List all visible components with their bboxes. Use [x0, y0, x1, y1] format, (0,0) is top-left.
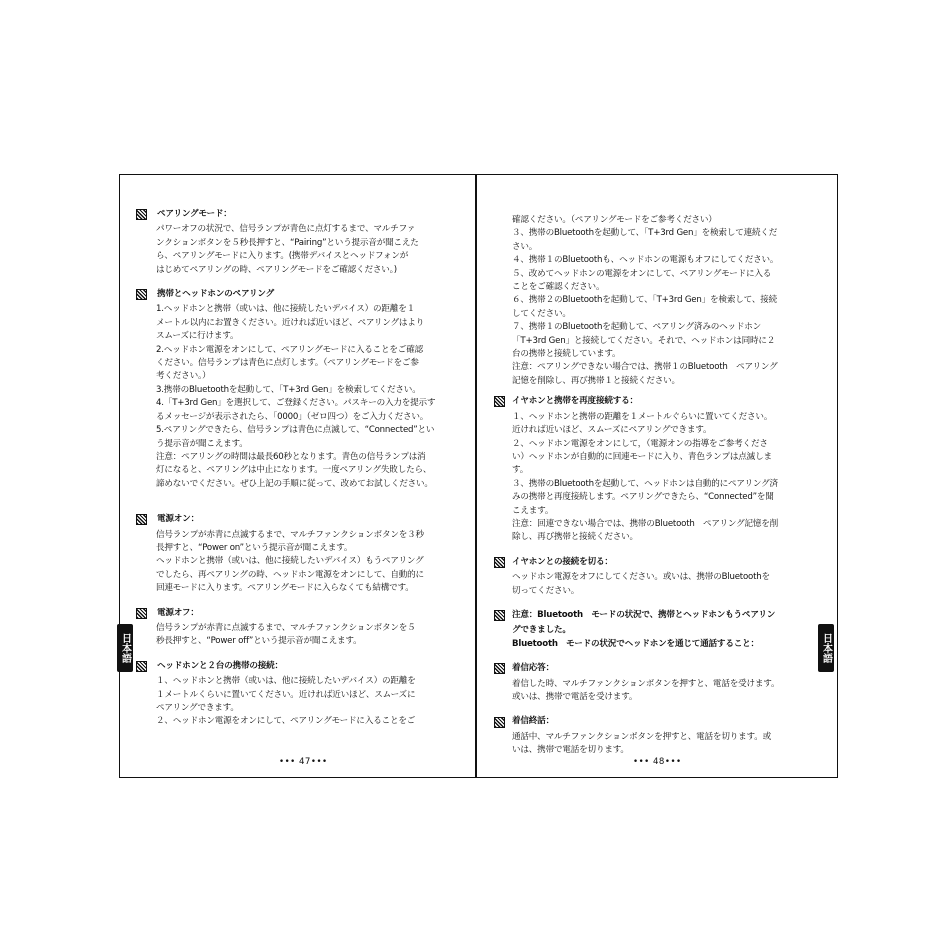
hatched-square-icon [136, 661, 147, 672]
text-line: ２、ヘッドホン電源をオンにして，（電源オンの指導をご参考くださ [512, 438, 768, 449]
text-line: 注意：ペアリングできない場合では、携帯１のBluetooth ペアリング [512, 362, 778, 373]
text-line: １、ヘッドホンと携帯の距離を１メートルぐらいに置いてください。 [512, 411, 773, 422]
section-heading [494, 556, 820, 569]
text-line: みの携帯と再度接続します。ペアリングできたら、“Connected”を聞 [512, 492, 774, 503]
text-line: １メートルくらいに置いてください。近ければ近いほど、スムーズに [156, 689, 416, 700]
text-line: 注意：ペアリングの時間は最長60秒となります。青色の信号ランプは消 [156, 451, 426, 462]
text-line: 考ください。） [156, 371, 211, 382]
text-line: ヘッドホンと携帯（或いは、他に接続したいデバイス）もうペアリング [156, 556, 424, 567]
section [136, 288, 466, 491]
right-page [494, 214, 820, 769]
language-tab-left: 日本語 [117, 624, 133, 672]
text-line: 4.「T+3rd Gen」を選択して、ご登録ください。パスキーの入力を提示す [156, 398, 436, 409]
section-body [494, 571, 820, 598]
text-line: う提示音が聞こえます。 [156, 438, 248, 449]
text-line: ３、携帯のBluetoothを起動して、ヘッドホンは自動的にペアリング済 [512, 478, 778, 489]
hatched-square-icon [494, 396, 505, 407]
section-body [136, 303, 466, 491]
text-line: 確認ください。（ペアリングモードをご参考ください） [512, 215, 717, 225]
text-line: 灯になると、ペアリングは中止になります。一度ペアリング失敗したら、 [156, 465, 432, 476]
section-body [136, 529, 466, 596]
hatched-square-icon [494, 717, 505, 728]
section-body [494, 411, 820, 545]
section [136, 607, 466, 649]
text-line: ５、改めてヘッドホンの電源をオンにして、ペアリングモードに入る [512, 268, 772, 279]
text-line: ことをご確認ください。 [512, 282, 605, 293]
text-line: 回連モードに入ります。ペアリングモードに入らなくても結構です。 [156, 583, 414, 594]
page-number-left: ••• 47••• [279, 757, 328, 767]
section [494, 395, 820, 544]
hatched-square-icon [494, 663, 505, 674]
text-line: ４、携帯１のBluetoothも、ヘッドホンの電源もオフにしてください。 [512, 255, 779, 266]
text-line: はじめてペアリングの時、ペアリングモードをご確認ください。) [156, 264, 397, 275]
hatched-square-icon [136, 209, 147, 220]
text-line: 記憶を削除し、再び携帯１と接続ください。 [512, 375, 680, 386]
text-line: 台の携帯と接続しています。 [512, 349, 621, 360]
text-line: 近ければ近いほど、スムーズにペアリングできます。 [512, 425, 712, 436]
section-heading [494, 662, 820, 675]
hatched-square-icon [136, 608, 147, 619]
section [136, 208, 466, 277]
section-body [494, 731, 820, 758]
hatched-square-icon [136, 514, 147, 525]
section-body [494, 624, 820, 651]
text-line: さい。 [512, 241, 538, 252]
section [494, 662, 820, 704]
text-line: ら、ペアリングモードに入ります。(携帯デバイスとヘッドフォンが [156, 251, 409, 262]
section [494, 609, 820, 651]
section-body [136, 223, 466, 277]
section-heading [136, 513, 466, 526]
text-line: 「T+3rd Gen」と接続してください。それで、ヘッドホンは同時に２ [512, 335, 776, 346]
text-line: 2.ヘッドホン電源をオンにして、ペアリングモードに入ることをご確認 [156, 344, 423, 355]
text-line: こえます。 [512, 505, 554, 516]
text-line: 信号ランプが赤青に点滅するまで、マルチファンクションボタンを５ [156, 622, 416, 633]
hatched-square-icon [494, 610, 505, 621]
text-line: い）ヘッドホンが自動的に回連モードに入り、青色ランプは点滅しま [512, 451, 772, 462]
section-heading [136, 208, 466, 221]
text-line: パワーオフの状況で、信号ランプが青色に点灯するまで、マルチファ [156, 224, 416, 235]
text-line: ンクションボタンを５秒長押すと、“Pairing”という提示音が聞こえた [156, 237, 419, 248]
text-line: ７、携帯１のBluetoothを起動して、ペアリング済みのヘッドホン [512, 322, 762, 333]
section-title: 着信応答： [512, 663, 554, 674]
section-heading [494, 715, 820, 728]
text-line: ２、ヘッドホン電源をオンにして、ペアリングモードに入ることをご [156, 716, 416, 727]
section-title: 電源オン： [157, 514, 199, 525]
section-body [136, 675, 466, 729]
section [136, 660, 466, 729]
text-line: ６、携帯２のBluetoothを起動して、「T+3rd Gen」を検索して、接続 [512, 295, 778, 306]
section-title: 電源オフ： [157, 607, 199, 618]
hatched-square-icon [136, 289, 147, 300]
text-line: 信号ランプが赤青に点滅するまで、マルチファンクションボタンを３秒 [156, 529, 424, 540]
text-line: してください。 [512, 308, 571, 319]
text-line: 諦めないでください。ぜひ上記の手順に従って、改めてお試しください。 [156, 478, 433, 489]
section-title: ヘッドホンと２台の携帯の接続： [157, 660, 283, 671]
text-line: 5.ペアリングできたら、信号ランプは青色に点滅して、“Connected”とい [156, 425, 435, 436]
section [494, 715, 820, 757]
section-heading [494, 395, 820, 408]
text-line: 切ってください。 [512, 585, 580, 596]
section [494, 556, 820, 598]
page-number-right: ••• 48••• [633, 757, 682, 767]
hatched-square-icon [494, 557, 505, 568]
section-body [136, 622, 466, 649]
text-line: でしたら、再ペアリングの時、ヘッドホン電源をオンにして、自動的に [156, 569, 424, 580]
text-line: 除し、再び携帯と接続ください。 [512, 532, 638, 543]
section-heading [136, 607, 466, 620]
section-title: 注意：Bluetooth モードの状況で、携帯とヘッドホンもうペアリン [512, 609, 776, 620]
text-line: るメッセージが表示されたら、「0000」（ゼロ四つ）をご入力ください。 [156, 411, 429, 422]
section-heading [136, 660, 466, 673]
text-line: ペアリングできます。 [156, 703, 239, 713]
text-line: 或いは、携帯で電話を受けます。 [512, 692, 638, 702]
text-line: メートル以内にお置きください。近ければ近いほど、ペアリングはより [156, 317, 425, 328]
section-heading [136, 288, 466, 301]
text-line: 1.ヘッドホンと携帯（或いは、他に接続したいデバイス）の距離を１ [156, 304, 416, 315]
section-body [494, 678, 820, 705]
left-page [136, 208, 466, 740]
text-line: 通話中、マルチファンクションボタンを押すと、電話を切ります。或 [512, 731, 772, 742]
text-line: 着信した時、マルチファンクションボタンを押すと、電話を受けます。 [512, 678, 780, 689]
page-divider [475, 174, 477, 778]
text-line: 長押すと、“Power on”という提示音が聞こえます。 [156, 542, 353, 553]
text-line: ３、携帯のBluetoothを起動して、「T+3rd Gen」を検索して連続くだ [512, 228, 778, 239]
text-line: １、ヘッドホンと携帯（或いは、他に接続したいデバイス）の距離を [156, 676, 416, 687]
text-line: ください。信号ランプは青色に点灯します。（ペアリングモードをご参 [156, 358, 419, 369]
text-line: す。 [512, 465, 529, 476]
section-title: イヤホンと携帯を再度接続する： [512, 396, 638, 407]
section [136, 513, 466, 595]
text-line: 秒長押すと、“Power off”という提示音が聞こえます。 [156, 636, 362, 647]
text-line: いは、携帯で電話を切ります。 [512, 745, 629, 756]
text-line: 注意：回連できない場合では、携帯のBluetooth ペアリング記憶を削 [512, 518, 779, 529]
section-title: イヤホンとの接続を切る： [512, 556, 613, 567]
text-line: スムーズに行けます。 [156, 331, 239, 342]
section-title: ペアリングモード： [157, 209, 232, 219]
language-tab-right: 日本語 [818, 624, 834, 672]
section-title: 携帯とヘッドホンのペアリング [157, 289, 274, 300]
section-title-line: Bluetooth モードの状況でヘッドホンを通じて通話すること： [512, 638, 759, 649]
text-line: ヘッドホン電源をオフにしてください。或いは、携帯のBluetoothを [512, 572, 770, 583]
text-line: 3.携帯のBluetoothを起動して、「T+3rd Gen」を検索してください。 [156, 384, 421, 395]
section-title: 着信終話： [512, 716, 554, 727]
section-heading [494, 609, 820, 622]
continued-text [494, 214, 820, 388]
section-title-line: グできました。 [512, 625, 571, 636]
